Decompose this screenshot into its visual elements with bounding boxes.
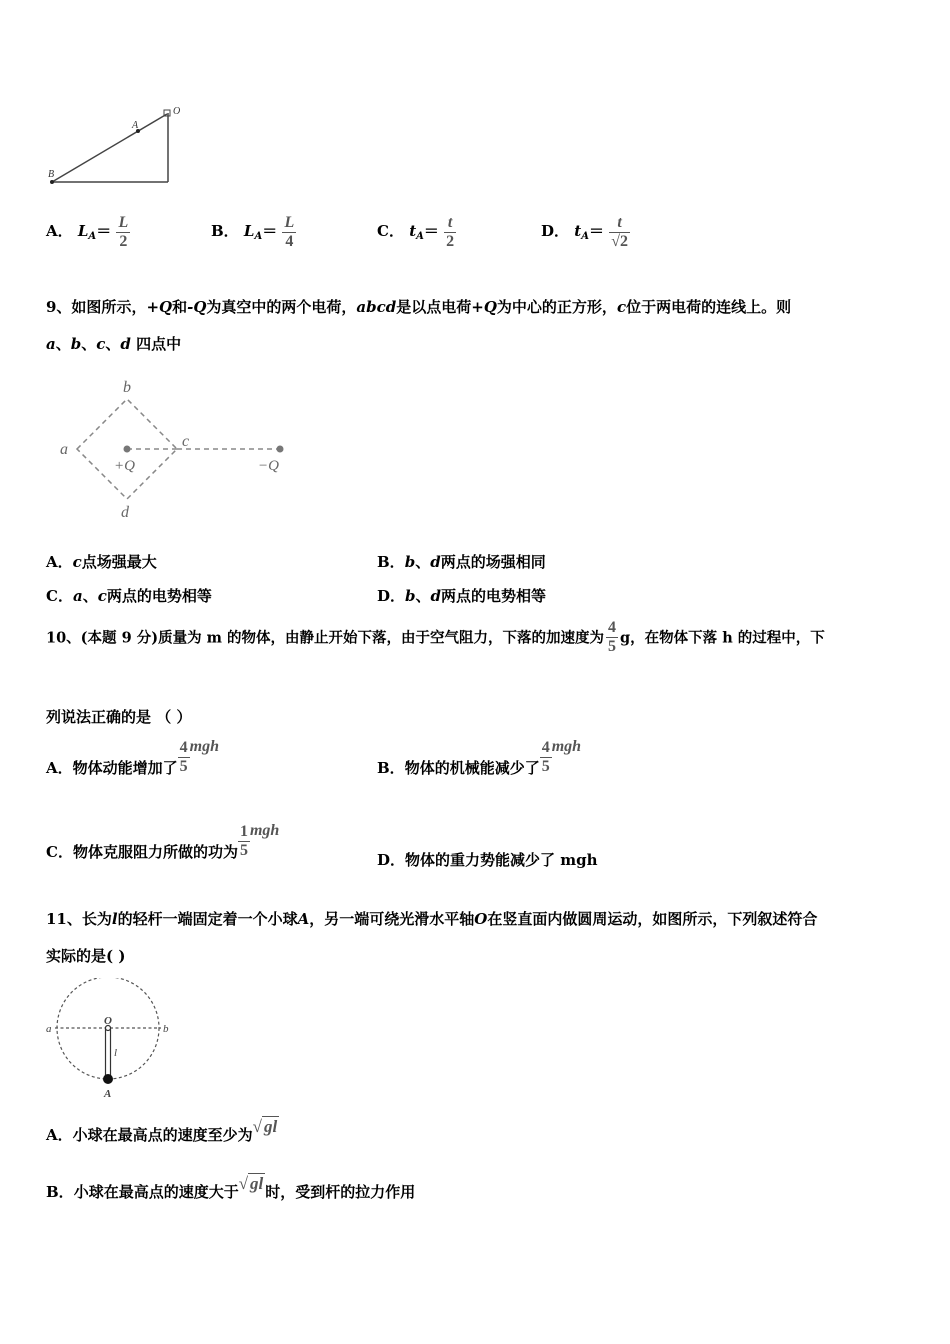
q8-incline-figure (40, 100, 200, 190)
q8-option-b[interactable]: B． $L_A=$ $\frac{L}{4}$ (211, 214, 295, 250)
q8-option-c[interactable]: C． $t_A=$ $\frac{t}{2}$ (377, 214, 455, 250)
q9-option-d[interactable]: D．b、d两点的电势相等 (377, 587, 547, 605)
q9-label-a: a (60, 441, 68, 458)
q9-stem-line2: a、b、c、d 四点中 (46, 335, 182, 353)
q11-option-a[interactable]: A．小球在最高点的速度至少为√ gl (46, 1117, 278, 1144)
q9-square-figure (50, 374, 310, 526)
q8-option-d[interactable]: D． $t_A=$ $\frac{t}{√2}$ (541, 214, 628, 250)
fraction: $\frac{4}{5}$ (608, 619, 617, 655)
sqrt-sign: √ (238, 1174, 249, 1193)
q11-ball (103, 1074, 113, 1084)
q11-stem-line2: 实际的是( ) (46, 947, 126, 965)
fraction: $\frac{4}{5}$ (179, 738, 188, 775)
q8-point-b (50, 180, 54, 184)
sqrt-expression: √ gl (252, 1117, 278, 1136)
q10-stem-line1: 10、(本题 9 分)质量为 m 的物体，由静止开始下落，由于空气阻力，下落的加速度为 $\frac{4}{5}$ g，在物体下落 h 的过程中，下 (46, 619, 825, 655)
fraction: $\frac{L}{4}$ (284, 214, 295, 250)
q9-negative-charge (277, 446, 284, 453)
q9-stem-line1: 9、如图所示，+Q和-Q为真空中的两个电荷，abcd是以点电荷+Q为中心的正方形，c位于两电荷的连线上。则 (46, 298, 792, 316)
q10-option-c[interactable]: C．物体克服阻力所做的功为 $\frac{1}{5}$ mgh (46, 822, 280, 861)
q10-option-b[interactable]: B．物体的机械能减少了 $\frac{4}{5}$ mgh (377, 738, 582, 777)
q9-label-neg: −Q (258, 458, 279, 474)
fraction: $\frac{t}{√2}$ (611, 214, 628, 250)
q11-label-l: l (114, 1047, 118, 1059)
q9-option-c[interactable]: C．a、c两点的电势相等 (46, 587, 212, 605)
q11-option-b[interactable]: B．小球在最高点的速度大于√ gl 时，受到杆的拉力作用 (46, 1174, 416, 1201)
q8-label-o: O (173, 106, 181, 117)
fraction: $\frac{4}{5}$ (541, 738, 550, 775)
q8-rod-line (52, 114, 167, 182)
q11-label-b: b (163, 1023, 169, 1035)
q8-option-a[interactable]: A． $L_A=$ $\frac{L}{2}$ (46, 214, 129, 250)
q11-label-ball: A (104, 1088, 112, 1100)
q11-rod (106, 1028, 111, 1078)
q9-label-d: d (121, 504, 129, 521)
fraction: $\frac{1}{5}$ (239, 822, 248, 859)
q10-option-a[interactable]: A．物体动能增加了 $\frac{4}{5}$ mgh (46, 738, 219, 777)
sqrt-expression: √ gl (238, 1174, 264, 1193)
q9-label-c: c (182, 433, 190, 450)
fraction: $\frac{t}{2}$ (446, 214, 455, 250)
q8-label-a: A (132, 120, 139, 131)
sqrt-sign: √ (252, 1117, 262, 1136)
q11-circle-figure (42, 978, 182, 1100)
q9-option-b[interactable]: B．b、d两点的场强相同 (377, 553, 546, 571)
q10-stem-line2: 列说法正确的是 （ ） (46, 708, 192, 726)
q9-option-a[interactable]: A．c点场强最大 (46, 553, 157, 571)
q11-label-a: a (46, 1023, 52, 1035)
q10-option-d[interactable]: D．物体的重力势能减少了 mgh (377, 851, 598, 869)
q9-positive-charge (124, 446, 131, 453)
q11-stem-line1: 11、长为l的轻杆一端固定着一个小球A，另一端可绕光滑水平轴O在竖直面内做圆周运动，如图所示，下列叙述符合 (46, 910, 818, 928)
q9-label-b: b (123, 379, 131, 396)
sqrt-sign: √ (611, 232, 620, 250)
q11-label-o: O (104, 1015, 112, 1027)
q9-label-pos: +Q (114, 458, 135, 474)
fraction: $\frac{L}{2}$ (118, 214, 129, 250)
q8-label-b: B (48, 169, 55, 180)
